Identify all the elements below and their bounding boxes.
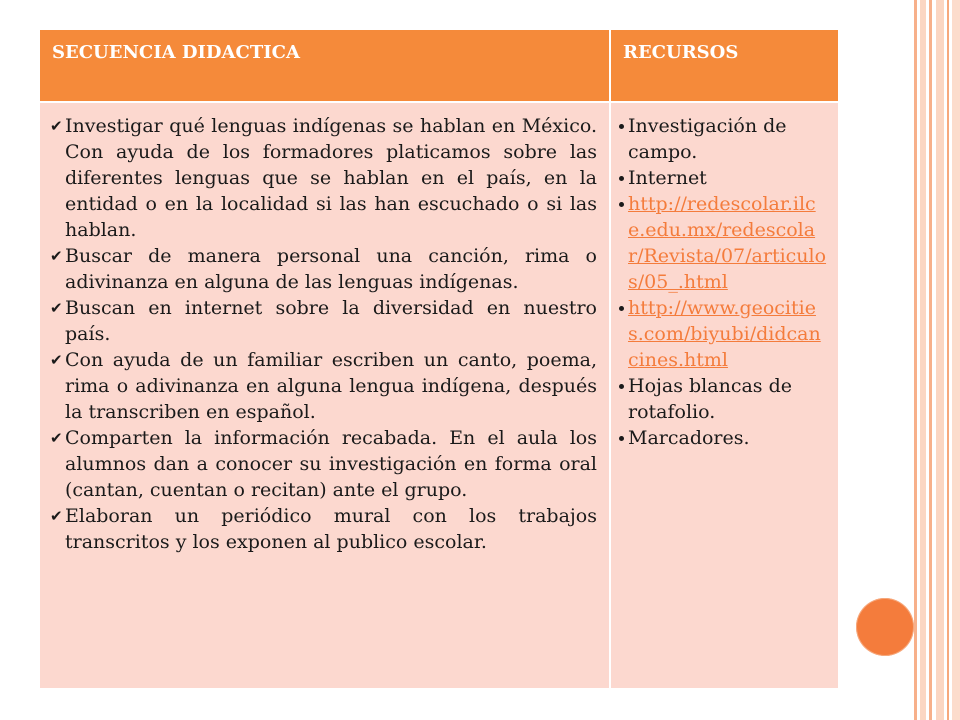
bullet-icon: [619, 306, 624, 311]
resource-item: [619, 295, 830, 373]
bullet-icon: [619, 124, 624, 129]
bullet-icon: [619, 436, 624, 441]
activity-item: [51, 503, 597, 555]
resource-item: [619, 425, 830, 451]
activity-item: [51, 425, 597, 503]
activities-cell: [39, 102, 610, 689]
activity-item: [51, 243, 597, 295]
bullet-icon: [619, 176, 624, 181]
resource-item: [619, 191, 830, 295]
decorative-circle: [856, 598, 914, 656]
table-body-row: [39, 102, 839, 689]
header-secuencia-didactica: SECUENCIA DIDACTICA: [39, 29, 610, 102]
activity-text: Comparten la información recabada. En el aula los alumnos dan a conocer su investigación en forma oral (cantan, cuentan o recitan) ante el grupo.: [65, 427, 597, 501]
resource-text: Marcadores.: [628, 427, 750, 449]
checkmark-icon: ✔: [50, 507, 63, 525]
activities-list: [51, 113, 597, 555]
checkmark-icon: ✔: [50, 117, 63, 135]
resource-text: Investigación de campo.: [628, 115, 787, 163]
resource-link[interactable]: http://www.geocities.com/biyubi/didcancines.html: [628, 297, 821, 371]
activity-text: Con ayuda de un familiar escriben un canto, poema, rima o adivinanza en alguna lengua indígena, después la transcriben en español.: [65, 349, 597, 423]
content-table: [38, 28, 840, 690]
checkmark-icon: ✔: [50, 299, 63, 317]
decorative-stripes: [914, 0, 960, 720]
checkmark-icon: ✔: [50, 247, 63, 265]
resources-list: [619, 113, 830, 451]
activity-text: Buscan en internet sobre la diversidad en nuestro país.: [65, 297, 597, 345]
activity-item: [51, 295, 597, 347]
bullet-icon: [619, 384, 624, 389]
resource-link[interactable]: http://redescolar.ilce.edu.mx/redescolar/Revista/07/articulos/05_.html: [628, 193, 827, 293]
activity-text: Elaboran un periódico mural con los trabajos transcritos y los exponen al publico escolar.: [65, 505, 597, 553]
activity-text: Buscar de manera personal una canción, rima o adivinanza en alguna de las lenguas indígenas.: [65, 245, 597, 293]
checkmark-icon: ✔: [50, 429, 63, 447]
activity-text: Investigar qué lenguas indígenas se hablan en México. Con ayuda de los formadores platicamos sobre las diferentes lenguas que se hablan en el país, en la entidad o en la localidad si las han escuchado o si las hablan.: [65, 115, 597, 241]
resource-item: [619, 165, 830, 191]
resource-item: [619, 373, 830, 425]
header-recursos: RECURSOS: [610, 29, 839, 102]
bullet-icon: [619, 202, 624, 207]
resource-item: [619, 113, 830, 165]
resource-text: Internet: [628, 167, 707, 189]
resource-text: Hojas blancas de rotafolio.: [628, 375, 792, 423]
activity-item: [51, 347, 597, 425]
activity-item: [51, 113, 597, 243]
table-header-row: [39, 29, 839, 102]
checkmark-icon: ✔: [50, 351, 63, 369]
resources-cell: [610, 102, 839, 689]
